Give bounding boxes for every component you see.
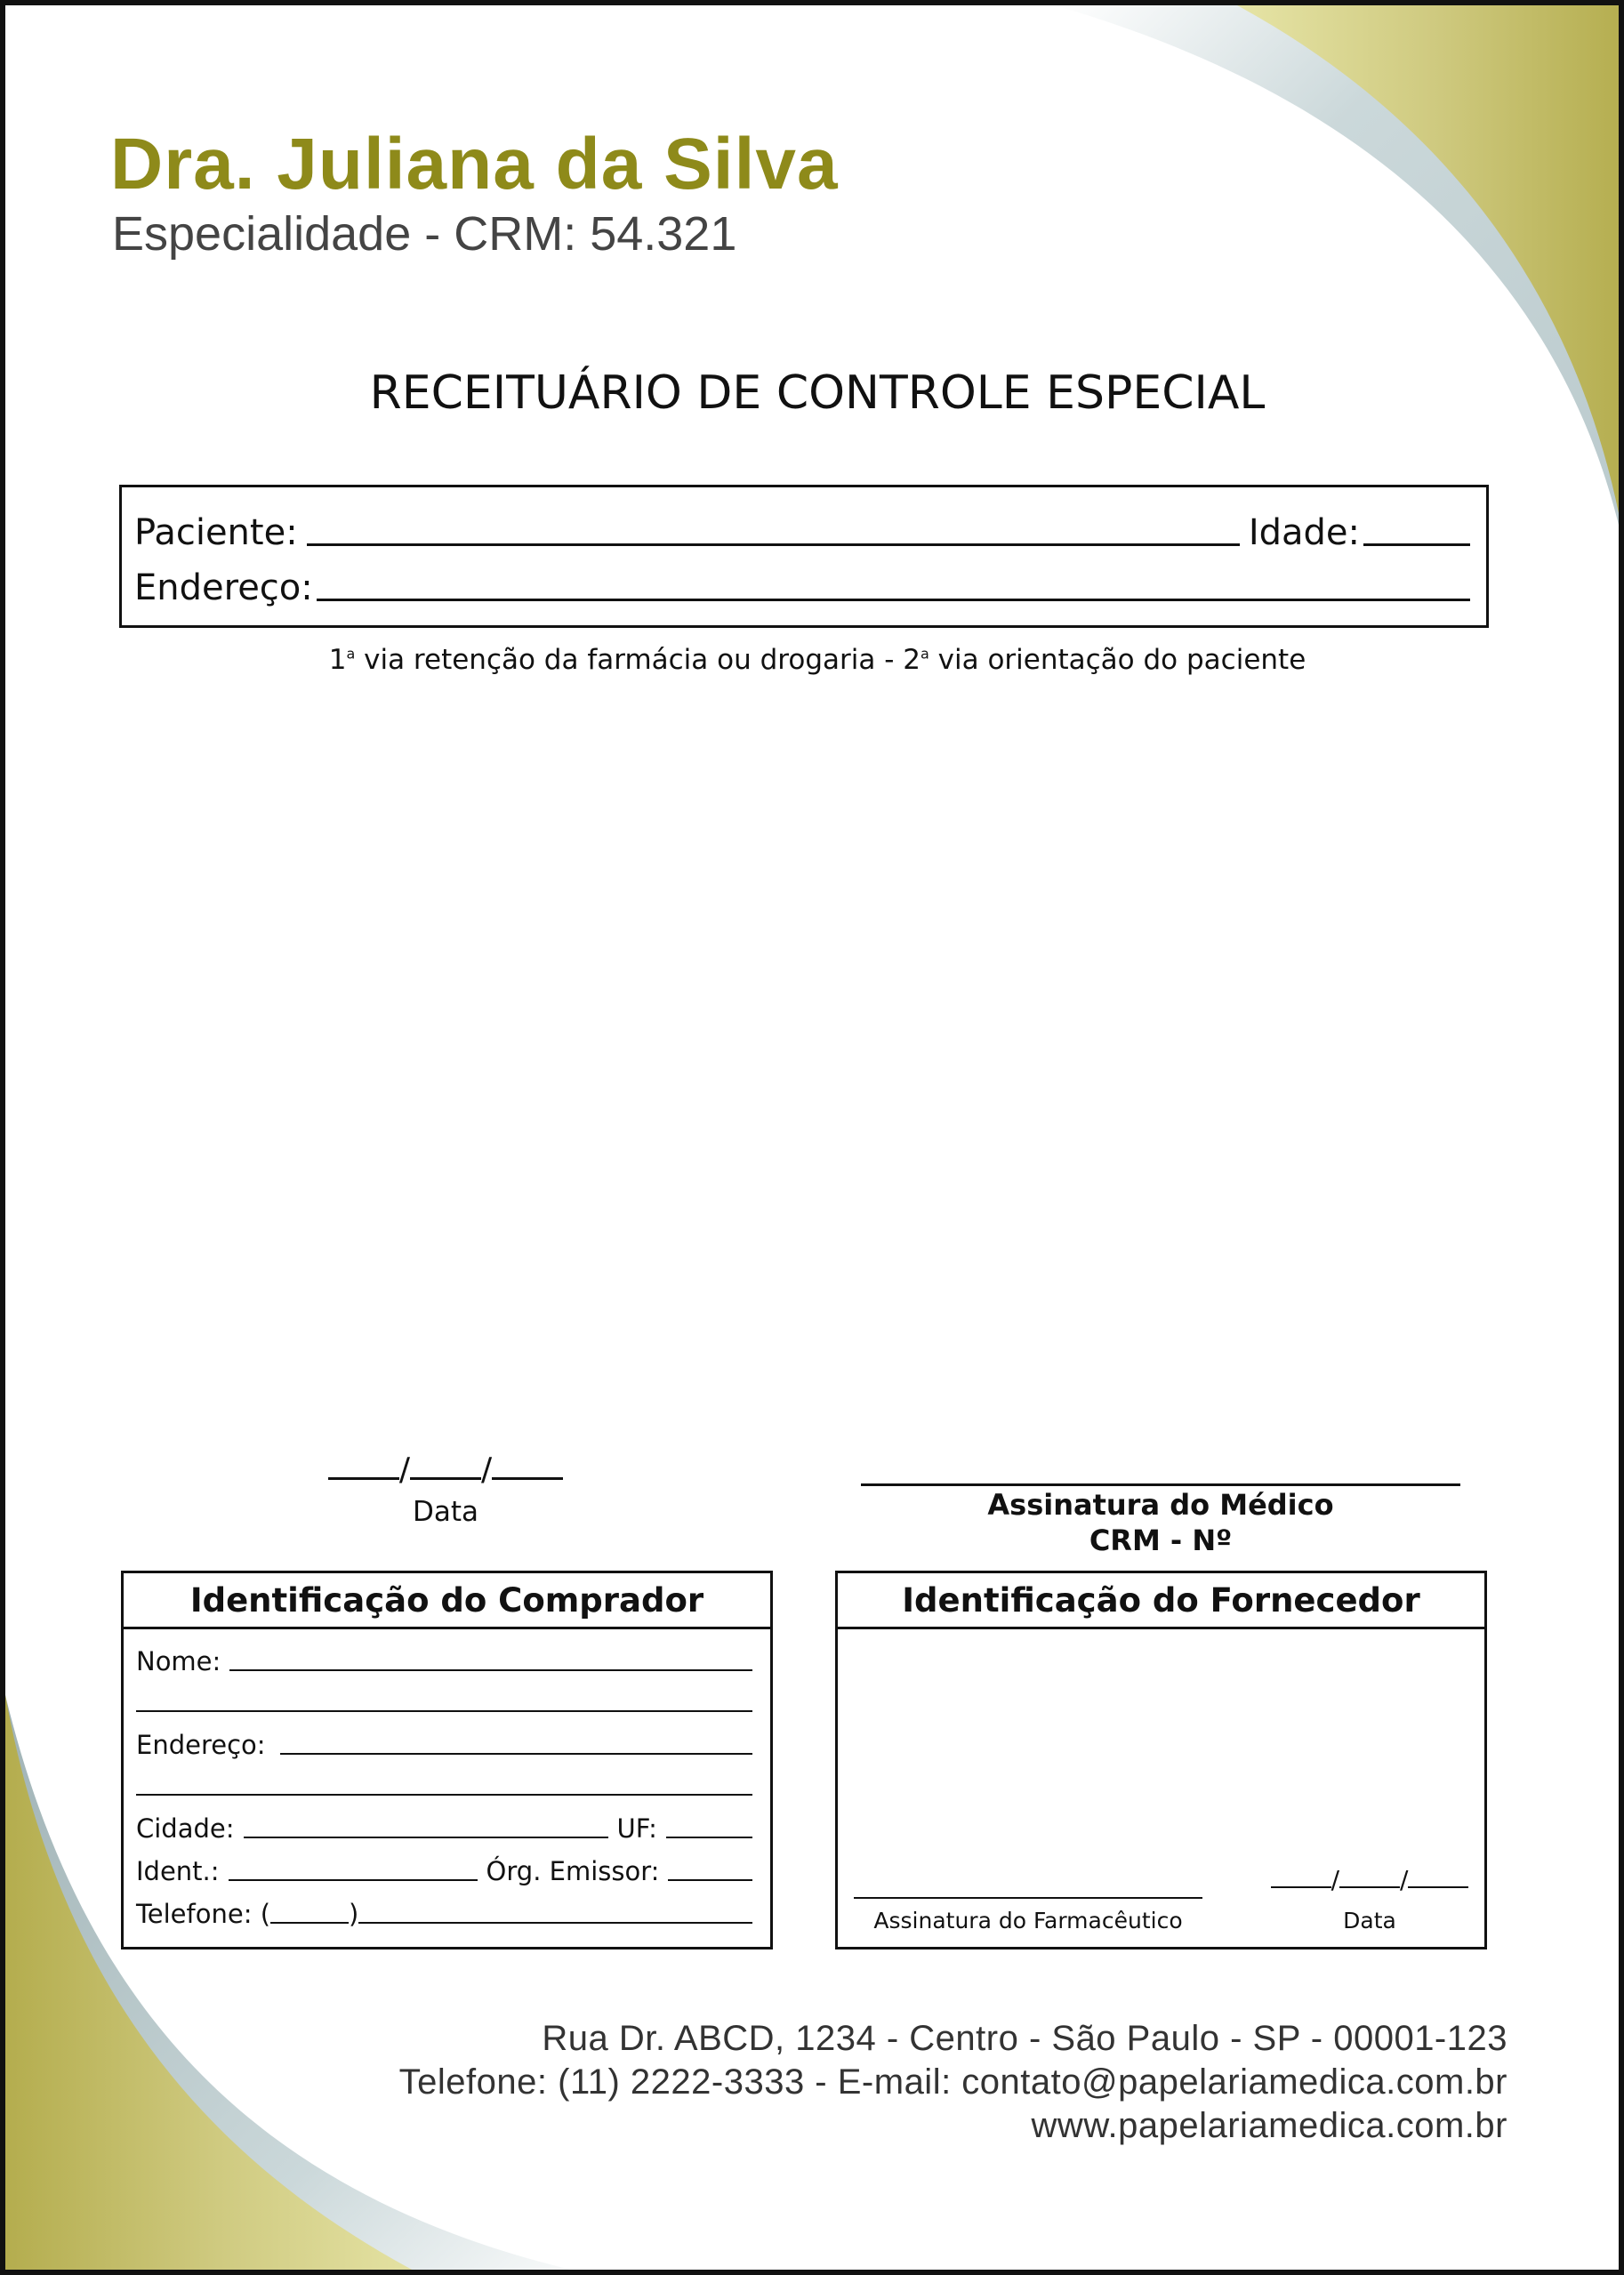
supplier-date-year-blank — [1408, 1886, 1468, 1888]
supplier-date-separator: / — [1400, 1865, 1409, 1894]
buyer-id-field[interactable] — [229, 1879, 478, 1881]
via-note-first-number: 1 — [328, 644, 347, 676]
buyer-phone-field[interactable] — [358, 1922, 752, 1924]
buyer-name-field-2[interactable] — [136, 1710, 752, 1712]
buyer-phone-area-field[interactable] — [270, 1922, 349, 1924]
buyer-address-field-2[interactable] — [136, 1794, 752, 1796]
buyer-name-field[interactable] — [229, 1669, 752, 1671]
supplier-date-separator: / — [1331, 1865, 1339, 1894]
doctor-name: Dra. Juliana da Silva — [110, 124, 839, 205]
buyer-city-field[interactable] — [244, 1837, 608, 1838]
buyer-address-label: Endereço: — [136, 1730, 266, 1760]
via-note-second-ordinal: a — [920, 645, 929, 663]
via-note-text-1: via retenção da farmácia ou drogaria - 2 — [355, 644, 921, 676]
supplier-identification-card — [835, 1571, 1487, 1949]
buyer-identification-card — [121, 1571, 773, 1949]
doctor-signature-label: Assinatura do Médico — [987, 1488, 1334, 1522]
buyer-city-row — [136, 1808, 752, 1844]
buyer-phone-row — [136, 1893, 752, 1929]
address-label: Endereço: — [134, 567, 313, 608]
pharmacist-signature-line[interactable] — [854, 1897, 1202, 1899]
supplier-date-month-blank — [1339, 1886, 1400, 1888]
buyer-name-row — [136, 1641, 752, 1676]
buyer-address-field[interactable] — [280, 1753, 752, 1755]
via-note-first-ordinal: a — [346, 645, 356, 663]
patient-label: Paciente: — [134, 512, 298, 553]
patient-row — [134, 500, 1470, 553]
crm-label: CRM - Nº — [1089, 1523, 1233, 1557]
via-note-text-2: via orientação do paciente — [929, 644, 1306, 676]
buyer-uf-label: UF: — [616, 1813, 657, 1844]
date-day-blank — [328, 1477, 399, 1480]
pharmacist-signature-label: Assinatura do Farmacêutico — [873, 1908, 1183, 1933]
copy-instructions — [5, 644, 1624, 676]
patient-info-box — [119, 485, 1489, 628]
buyer-name-row-2 — [136, 1682, 752, 1717]
supplier-date-label: Data — [1343, 1908, 1396, 1933]
buyer-issuer-label: Órg. Emissor: — [486, 1856, 660, 1886]
buyer-phone-label: Telefone: ( — [136, 1899, 271, 1929]
buyer-id-row — [136, 1851, 752, 1886]
buyer-card-title: Identificação do Comprador — [124, 1573, 770, 1629]
date-year-blank — [492, 1477, 563, 1480]
address-field[interactable] — [317, 599, 1470, 601]
age-field[interactable] — [1363, 543, 1470, 546]
buyer-name-label: Nome: — [136, 1646, 221, 1676]
age-label: Idade: — [1248, 512, 1360, 553]
date-month-blank — [410, 1477, 481, 1480]
date-separator: / — [481, 1451, 493, 1488]
buyer-phone-paren: ) — [349, 1899, 359, 1929]
buyer-uf-field[interactable] — [666, 1837, 752, 1838]
date-label: Data — [412, 1496, 479, 1528]
buyer-city-label: Cidade: — [136, 1813, 235, 1844]
document-title: RECEITUÁRIO DE CONTROLE ESPECIAL — [369, 366, 1266, 420]
supplier-card-title: Identificação do Fornecedor — [838, 1573, 1484, 1629]
address-row — [134, 555, 1470, 608]
doctor-signature-line[interactable] — [861, 1483, 1460, 1486]
supplier-date-field[interactable] — [1265, 1865, 1475, 1894]
date-field[interactable] — [311, 1451, 580, 1488]
patient-name-field[interactable] — [307, 543, 1240, 546]
footer-website: www.papelariamedica.com.br — [1031, 2106, 1507, 2145]
footer-contact: Telefone: (11) 2222-3333 - E-mail: contato@papelariamedica.com.br — [398, 2062, 1507, 2102]
doctor-specialty: Especialidade - CRM: 54.321 — [112, 207, 737, 261]
buyer-address-row — [136, 1724, 752, 1760]
buyer-issuer-field[interactable] — [668, 1879, 752, 1881]
buyer-address-row-2 — [136, 1765, 752, 1801]
doctor-signature-block — [861, 1487, 1460, 1558]
buyer-id-label: Ident.: — [136, 1856, 220, 1886]
supplier-date-day-blank — [1271, 1886, 1331, 1888]
date-separator: / — [398, 1451, 410, 1488]
footer-address: Rua Dr. ABCD, 1234 - Centro - São Paulo - SP - 00001-123 — [542, 2019, 1507, 2058]
